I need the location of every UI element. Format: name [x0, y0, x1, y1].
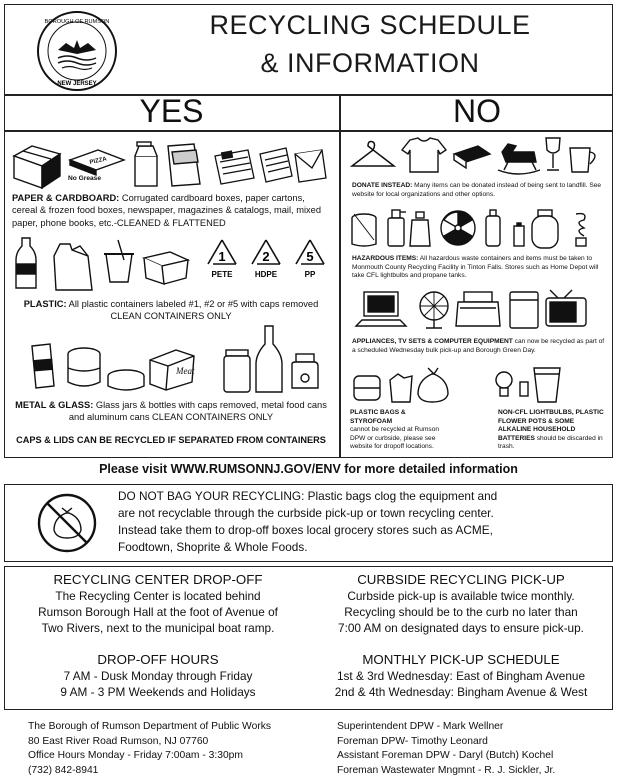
trash-bag-icon — [418, 368, 448, 402]
glass-jar-icon — [224, 350, 250, 392]
milk-carton-icon — [135, 142, 157, 186]
food-container-icon — [144, 252, 188, 284]
curbside-line1: Curbside pick-up is available twice monthly. — [347, 589, 575, 603]
chemical-bottle-icon — [410, 212, 430, 246]
pizza-label: PIZZA — [89, 156, 108, 166]
hanger-icon — [352, 142, 394, 167]
small-battery-icon — [520, 382, 528, 396]
wine-glass-icon — [546, 138, 560, 170]
soda-can-icon — [32, 344, 54, 388]
seal-top-text: BOROUGH OF RUMSON — [44, 19, 110, 25]
donate-icons — [348, 134, 612, 180]
schedule-line1: 1st & 3rd Wednesday: East of Bingham Avenue — [336, 669, 586, 683]
plastic-code-1-label: PETE — [211, 270, 233, 279]
borough-seal — [36, 10, 118, 92]
bags-description: cannot be recycled at Rumson DPW or curbside, please see website for dropoff locations. — [350, 426, 440, 451]
do-not-bag-line4: Foodtown, Shoprite & Whole Foods. — [118, 540, 308, 554]
propane-tank-icon — [532, 210, 558, 248]
mug-icon — [570, 148, 595, 172]
hazard-icons — [348, 206, 612, 252]
contact-line1: The Borough of Rumson Department of Public Works — [28, 721, 272, 732]
dishwasher-icon — [510, 292, 538, 328]
plastic-code-1-number: 1 — [218, 249, 226, 264]
appliance-text — [352, 338, 606, 355]
cardboard-box-icon — [14, 146, 60, 188]
appliance-icons — [350, 286, 612, 334]
plastic-clean-note: CLEAN CONTAINERS ONLY — [110, 311, 232, 322]
paper-icons — [10, 140, 330, 190]
plastic-icons — [10, 236, 340, 292]
plastic-label: PLASTIC: — [23, 299, 67, 309]
pizza-box-icon — [70, 150, 124, 175]
do-not-bag-line3: Instead take them to drop-off boxes local grocery stores such as ACME, — [118, 523, 493, 537]
milk-jug-icon — [54, 244, 92, 290]
caps-lids-note: CAPS & LIDS CAN BE RECYCLED IF SEPARATED FROM CONTAINERS — [16, 435, 326, 445]
plastic-code-5-label: PP — [304, 270, 316, 279]
bags-bulbs-icons — [350, 364, 612, 406]
hazard-label: HAZARDOUS ITEMS: — [352, 255, 419, 262]
propane-bottle-icon — [486, 210, 500, 246]
tshirt-icon — [402, 138, 446, 172]
plastic-description: All plastic containers labeled #1, #2 or #5 with caps removed — [66, 299, 319, 309]
mail-envelope-icon — [295, 150, 326, 182]
bags-label: PLASTIC BAGS & STYROFOAM — [350, 409, 406, 425]
radiation-icon — [441, 211, 475, 245]
appliance-description: can now be recycled as part of a scheduled Wednesday bulk pick-up and Borough Green Day. — [352, 338, 605, 354]
bulbs-description: should be discarded in trash. — [498, 434, 603, 451]
magazine-icon — [260, 148, 292, 182]
contact-phone: (732) 842-8941 — [28, 764, 99, 776]
styrofoam-container-icon — [354, 376, 380, 400]
glass-bottle-icon — [256, 326, 282, 392]
staff-line1: Superintendent DPW - Mark Wellner — [337, 721, 504, 732]
plastic-code-5-number: 5 — [306, 249, 314, 264]
page-title-line1: RECYCLING SCHEDULE — [209, 10, 531, 40]
hours-heading: DROP-OFF HOURS — [97, 652, 219, 667]
contact-line2: 80 East River Road Rumson, NJ 07760 — [28, 735, 209, 747]
website-notice: Please visit WWW.RUMSONNJ.GOV/ENV for more detailed information — [99, 462, 518, 476]
meat-label: Meat — [176, 366, 195, 376]
paint-can-icon — [352, 214, 376, 246]
food-can-icon — [68, 348, 100, 386]
hazard-description: All hazardous waste containers and items must be taken to Monmouth County Recycling Facility in Tinton Falls. Stores such as Home Depot will take CFL lightbulbs and propane tanks. — [352, 255, 599, 280]
do-not-bag-text — [118, 488, 610, 556]
donate-description: Many items can be donated instead of being sent to landfill. See website for local organizations and other options. — [352, 182, 602, 198]
schedule-section — [312, 652, 610, 700]
battery-icon — [514, 223, 524, 246]
dropoff-line3: Two Rivers, next to the municipal boat ramp. — [41, 621, 275, 635]
no-grease-label: No Grease — [68, 175, 101, 182]
fan-icon — [420, 292, 448, 328]
small-jar-icon — [292, 354, 318, 388]
plastic-bag-icon — [390, 374, 412, 402]
cfl-bulb-icon — [576, 214, 586, 246]
plastic-code-2-label: HDPE — [254, 270, 278, 279]
flower-pot-icon — [534, 368, 560, 402]
metal-glass-text — [8, 399, 334, 424]
dropoff-line2: Rumson Borough Hall at the foot of Avenue of — [38, 605, 278, 619]
tv-icon — [546, 290, 586, 326]
staff-line2: Foreman DPW- Timothy Leonard — [337, 735, 488, 747]
donate-text — [352, 182, 606, 199]
tuna-can-icon — [108, 370, 144, 390]
curbside-line3: 7:00 AM on designated days to ensure pick-up. — [338, 621, 584, 635]
yes-heading: YES — [139, 93, 204, 129]
staff-line3: Assistant Foreman DPW - Daryl (Butch) Kochel — [337, 750, 554, 762]
bags-text — [350, 409, 446, 452]
newspaper-icon — [215, 150, 254, 184]
page-title-line2: & INFORMATION — [260, 48, 480, 78]
cereal-box-icon — [168, 144, 200, 186]
no-bag-icon — [36, 492, 98, 554]
do-not-bag-line1: DO NOT BAG YOUR RECYCLING: Plastic bags clog the equipment and — [118, 489, 498, 503]
printer-icon — [456, 292, 500, 326]
seal-bottom-text: NEW JERSEY — [57, 81, 97, 87]
staff-block — [337, 720, 613, 778]
staff-line4: Foreman Wastewater Mngmnt - R. J. Sickler, Jr. — [337, 764, 556, 776]
spray-bottle-icon — [388, 210, 406, 246]
bulbs-text — [498, 409, 608, 452]
book-icon — [454, 146, 490, 168]
heading-divider — [4, 130, 613, 132]
hours-section — [8, 652, 308, 700]
appliance-label: APPLIANCES, TV SETS & COMPUTER EQUIPMENT — [352, 338, 513, 345]
do-not-bag-line2: are not recyclable through the curbside pick-up or town recycling center. — [118, 506, 494, 520]
curbside-section — [312, 572, 610, 636]
contact-line3: Office Hours Monday - Friday 7:00am - 3:30pm — [28, 750, 243, 762]
dropoff-line1: The Recycling Center is located behind — [55, 589, 261, 603]
donate-label: DONATE INSTEAD: — [352, 182, 413, 189]
paper-cardboard-text — [12, 192, 332, 229]
soda-bottle-icon — [16, 238, 36, 288]
curbside-heading: CURBSIDE RECYCLING PICK-UP — [357, 572, 565, 587]
dropoff-section — [8, 572, 308, 636]
contact-block — [28, 720, 318, 778]
meat-can-icon — [150, 350, 195, 390]
dropoff-heading: RECYCLING CENTER DROP-OFF — [53, 572, 263, 587]
hours-line2: 9 AM - 3 PM Weekends and Holidays — [60, 685, 256, 699]
schedule-heading: MONTHLY PICK-UP SCHEDULE — [362, 652, 560, 667]
plastic-code-2-number: 2 — [262, 249, 270, 264]
paper-description: Corrugated cardboard boxes, paper cartons, cereal & frozen food boxes, newspaper, magazines & catalogs, mail, mixed paper, phone books, etc.-CLEANED & FLATTENED — [12, 193, 322, 228]
yogurt-cup-icon — [104, 240, 134, 282]
lightbulb-icon — [496, 372, 512, 396]
no-heading: NO — [453, 93, 501, 129]
bulbs-label: NON-CFL LIGHTBULBS, PLASTIC FLOWER POTS & SOME ALKALINE HOUSEHOLD BATTERIES — [498, 409, 604, 442]
hours-line1: 7 AM - Dusk Monday through Friday — [63, 669, 253, 683]
plastic-text — [8, 298, 334, 323]
paper-label: PAPER & CARDBOARD: — [12, 193, 120, 203]
schedule-line2: 2nd & 4th Wednesday: Bingham Avenue & West — [334, 685, 588, 699]
metal-glass-icons — [10, 324, 340, 396]
hazard-text — [352, 255, 606, 281]
metal-description: Glass jars & bottles with caps removed, metal food cans and aluminum cans CLEAN CONTAINERS ONLY — [68, 400, 327, 423]
curbside-line2: Recycling should be to the curb no later than — [344, 605, 578, 619]
computer-icon — [356, 292, 406, 326]
metal-label: METAL & GLASS: — [15, 400, 94, 410]
rocking-horse-icon — [498, 144, 540, 174]
